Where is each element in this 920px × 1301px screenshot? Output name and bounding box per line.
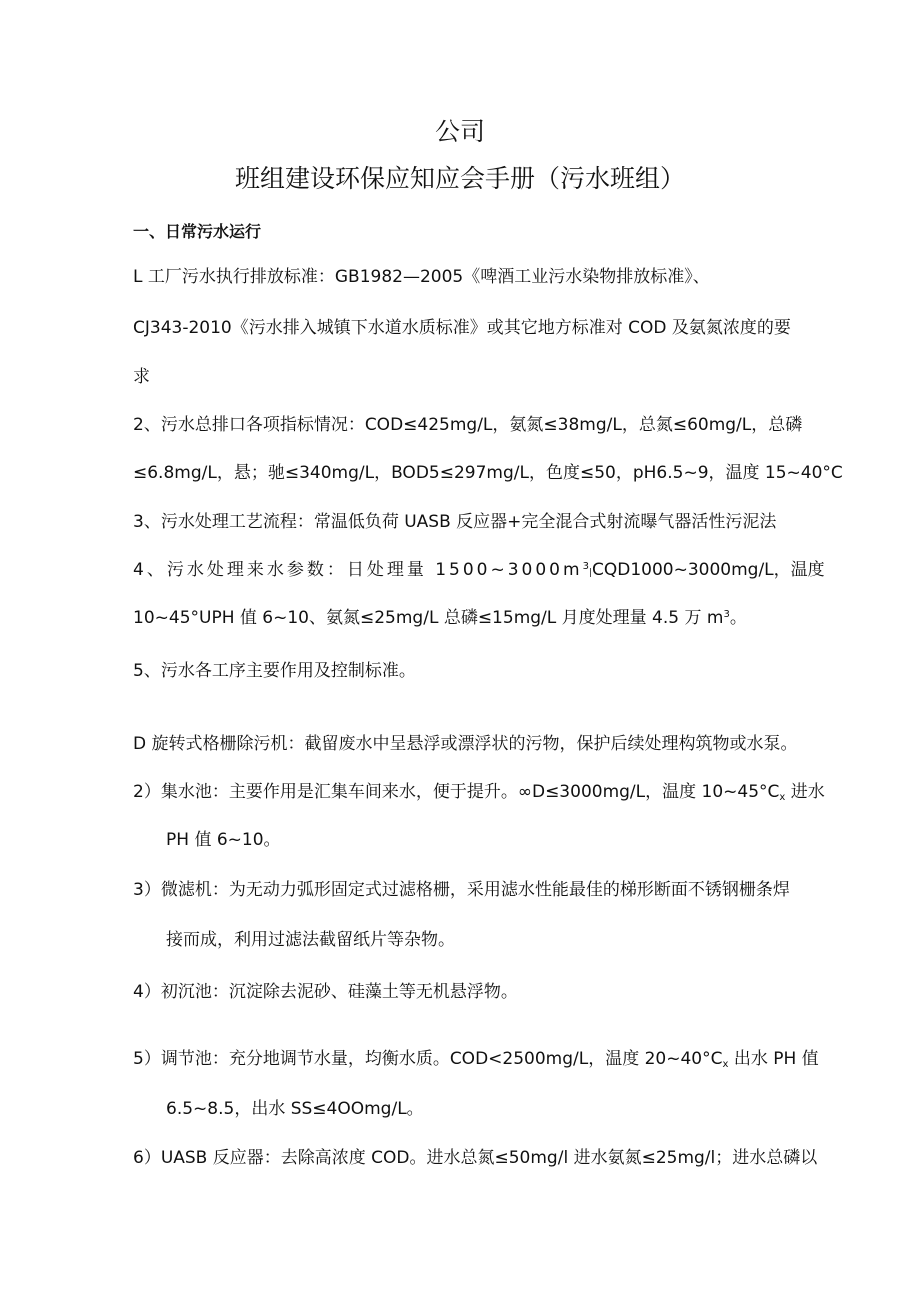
paragraph-2-line-2: ≤6.8mg∕L，悬；驰≤340mg∕L，BOD5≤297mg∕L，色度≤50，pH6.5~9，温度 15~40°C bbox=[133, 463, 843, 483]
step-5-text: 5）调节池：充分地调节水量，均衡水质。COD<2500mg∕L，温度 20~40°C bbox=[133, 1049, 723, 1069]
paragraph-4-line-1 bbox=[133, 559, 825, 584]
subscript: x bbox=[779, 792, 786, 803]
separator-mark: | bbox=[588, 568, 592, 578]
paragraph-4-line-2-text: 10~45°UPH 值 6~10、氨氮≤25mg∕L 总磷≤15mg∕L 月度处理量 4.5 万 m bbox=[133, 608, 724, 628]
document-title-company: 公司 bbox=[434, 117, 485, 146]
paragraph-1-line-2: CJ343-2010《污水排入城镇下水道水质标准》或其它地方标准对 COD 及氨氮浓度的要 bbox=[133, 318, 791, 338]
superscript: 3 bbox=[582, 561, 589, 572]
paragraph-4-line-2-end: 。 bbox=[729, 608, 747, 628]
step-5-line-2: 6.5~8.5，出水 SS≤4OOmg∕L。 bbox=[166, 1099, 424, 1119]
subscript: x bbox=[722, 1059, 729, 1070]
paragraph-1-line-1: L 工厂污水执行排放标准：GB1982—2005《啤酒工业污水染物排放标准》、 bbox=[133, 267, 710, 287]
step-3-line-2: 接而成，利用过滤法截留纸片等杂物。 bbox=[166, 930, 455, 950]
paragraph-4-line-2 bbox=[133, 607, 747, 629]
paragraph-4-text-a: 4、污水处理来水参数：日处理量 1500~3000m bbox=[133, 560, 583, 580]
step-1-line-1: D 旋转式格栅除污机：截留废水中呈悬浮或漂浮状的污物，保护后续处理构筑物或水泵。 bbox=[133, 734, 798, 754]
paragraph-4-text-b: CQD1000~3000mg∕L，温度 bbox=[591, 560, 825, 580]
step-2-text: 2）集水池：主要作用是汇集车间来水，便于提升。∞D≤3000mg∕L，温度 10~45°C bbox=[133, 782, 780, 802]
step-5-line-1 bbox=[133, 1048, 819, 1070]
step-3-line-1: 3）微滤机：为无动力弧形固定式过滤格栅，采用滤水性能最佳的梯形断面不锈钢栅条焊 bbox=[133, 880, 790, 900]
paragraph-5-line-1: 5、污水各工序主要作用及控制标准。 bbox=[133, 661, 416, 681]
paragraph-3-line-1: 3、污水处理工艺流程：常温低负荷 UASB 反应器+完全混合式射流曝气器活性污泥法 bbox=[133, 512, 777, 532]
paragraph-2-line-1: 2、污水总排口各项指标情况：COD≤425mg∕L，氨氮≤38mg∕L，总氮≤60mg∕L，总磷 bbox=[133, 415, 803, 435]
step-2-text-end: 进水 bbox=[785, 782, 825, 802]
step-6-line-1: 6）UASB 反应器：去除高浓度 COD。进水总氮≤50mg/l 进水氨氮≤25mg/l；进水总磷以 bbox=[133, 1148, 818, 1168]
document-title-manual: 班组建设环保应知应会手册（污水班组） bbox=[234, 164, 685, 193]
paragraph-1-line-3: 求 bbox=[133, 367, 150, 387]
superscript: 3 bbox=[723, 609, 730, 620]
step-4-line-1: 4）初沉池：沉淀除去泥砂、硅藻土等无机悬浮物。 bbox=[133, 982, 518, 1002]
step-5-text-end: 出水 PH 值 bbox=[728, 1049, 819, 1069]
step-2-line-2: PH 值 6~10。 bbox=[166, 830, 281, 850]
section-heading-daily-operation: 一、日常污水运行 bbox=[133, 222, 262, 241]
step-2-line-1 bbox=[133, 781, 825, 803]
